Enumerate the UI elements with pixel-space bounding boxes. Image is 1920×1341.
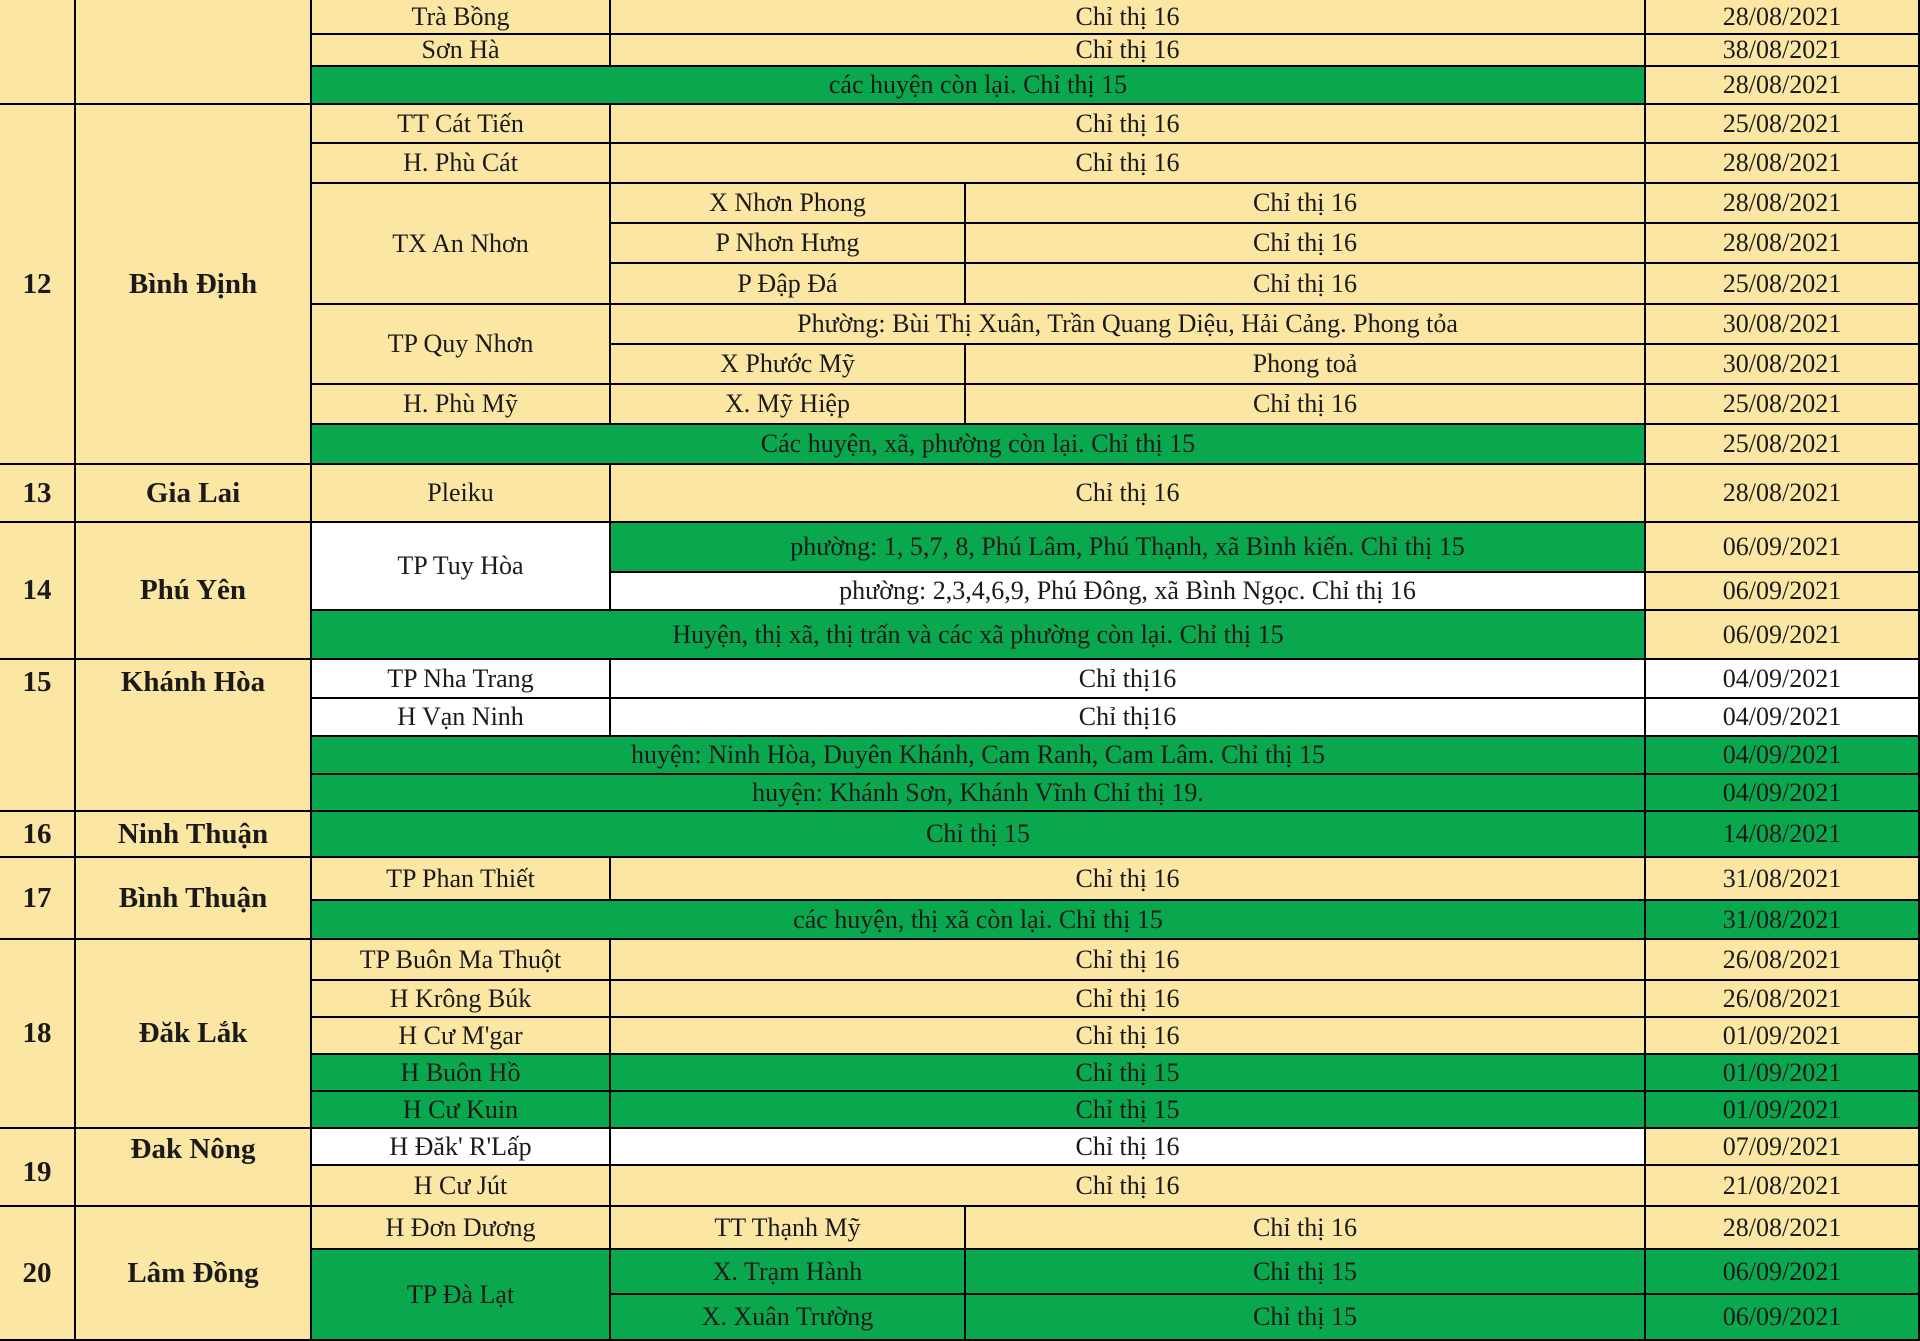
date-cell: 28/08/2021 [1646, 67, 1920, 105]
province-cell: Bình Thuận [76, 858, 312, 940]
date-cell: 01/09/2021 [1646, 1018, 1920, 1055]
measure-cell: Chỉ thị 16 [611, 144, 1646, 184]
measure-cell: Chỉ thị 16 [966, 264, 1646, 305]
measure-cell: Phong toả [966, 345, 1646, 385]
date-cell: 04/09/2021 [1646, 737, 1920, 775]
district-cell: TP Đà Lạt [312, 1250, 611, 1341]
date-cell: 26/08/2021 [1646, 981, 1920, 1018]
ward-cell: X. Trạm Hành [611, 1250, 966, 1295]
district-cell: H. Phù Cát [312, 144, 611, 184]
row-number-cell [0, 0, 76, 105]
date-cell: 38/08/2021 [1646, 35, 1920, 67]
province-cell: Đak Nông [76, 1129, 312, 1207]
province-cell: Bình Định [76, 105, 312, 465]
measure-cell: Chỉ thị 16 [611, 105, 1646, 144]
district-cell: TP Nha Trang [312, 660, 611, 699]
date-cell: 28/08/2021 [1646, 0, 1920, 35]
measure-cell: Chỉ thị 15 [966, 1250, 1646, 1295]
date-cell: 04/09/2021 [1646, 699, 1920, 737]
province-cell: Khánh Hòa [76, 660, 312, 812]
measure-cell: Chỉ thị 16 [611, 35, 1646, 67]
district-cell: Trà Bồng [312, 0, 611, 35]
date-cell: 28/08/2021 [1646, 465, 1920, 523]
province-cell: Ninh Thuận [76, 812, 312, 858]
date-cell: 04/09/2021 [1646, 775, 1920, 812]
date-cell: 04/09/2021 [1646, 660, 1920, 699]
measure-cell: Chỉ thị 15 [966, 1295, 1646, 1341]
date-cell: 25/08/2021 [1646, 385, 1920, 425]
district-cell: H Cư Kuin [312, 1092, 611, 1129]
province-cell: Gia Lai [76, 465, 312, 523]
measure-cell: Phường: Bùi Thị Xuân, Trần Quang Diệu, Hải Cảng. Phong tỏa [611, 305, 1646, 345]
date-cell: 06/09/2021 [1646, 611, 1920, 660]
province-cell [76, 0, 312, 105]
measure-cell: Chỉ thị 16 [966, 385, 1646, 425]
measure-cell: Chỉ thị 16 [611, 858, 1646, 901]
date-cell: 14/08/2021 [1646, 812, 1920, 858]
ward-cell: TT Thạnh Mỹ [611, 1207, 966, 1250]
measure-cell: Chỉ thị 16 [966, 224, 1646, 264]
date-cell: 01/09/2021 [1646, 1055, 1920, 1092]
province-cell: Đăk Lắk [76, 940, 312, 1129]
remaining-areas-cell: huyện: Ninh Hòa, Duyên Khánh, Cam Ranh, Cam Lâm. Chỉ thị 15 [312, 737, 1646, 775]
district-cell: Pleiku [312, 465, 611, 523]
district-cell: H Vạn Ninh [312, 699, 611, 737]
measure-cell: Chỉ thị 16 [611, 465, 1646, 523]
district-cell: H Cư M'gar [312, 1018, 611, 1055]
measure-cell: Chỉ thị 16 [611, 0, 1646, 35]
remaining-areas-cell: Huyện, thị xã, thị trấn và các xã phường còn lại. Chỉ thị 15 [312, 611, 1646, 660]
province-cell: Phú Yên [76, 523, 312, 660]
measure-cell: Chỉ thị 16 [611, 981, 1646, 1018]
remaining-areas-cell: các huyện còn lại. Chỉ thị 15 [312, 67, 1646, 105]
row-number-cell: 12 [0, 105, 76, 465]
date-cell: 30/08/2021 [1646, 345, 1920, 385]
date-cell: 01/09/2021 [1646, 1092, 1920, 1129]
district-cell: TP Phan Thiết [312, 858, 611, 901]
row-number-cell: 13 [0, 465, 76, 523]
date-cell: 25/08/2021 [1646, 264, 1920, 305]
date-cell: 06/09/2021 [1646, 523, 1920, 573]
ward-cell: X. Mỹ Hiệp [611, 385, 966, 425]
row-number-cell: 14 [0, 523, 76, 660]
province-cell: Lâm Đồng [76, 1207, 312, 1341]
row-number-cell: 19 [0, 1129, 76, 1207]
measure-cell: Chỉ thị 16 [611, 1018, 1646, 1055]
date-cell: 21/08/2021 [1646, 1166, 1920, 1207]
measure-cell: Chỉ thị16 [611, 699, 1646, 737]
measure-cell: phường: 1, 5,7, 8, Phú Lâm, Phú Thạnh, xã Bình kiến. Chỉ thị 15 [611, 523, 1646, 573]
district-cell: H. Phù Mỹ [312, 385, 611, 425]
remaining-areas-cell: huyện: Khánh Sơn, Khánh Vĩnh Chỉ thị 19. [312, 775, 1646, 812]
date-cell: 31/08/2021 [1646, 901, 1920, 940]
date-cell: 06/09/2021 [1646, 1295, 1920, 1341]
district-cell: TT Cát Tiến [312, 105, 611, 144]
date-cell: 06/09/2021 [1646, 573, 1920, 611]
measure-cell: Chỉ thị 15 [611, 1092, 1646, 1129]
row-number-cell: 15 [0, 660, 76, 812]
ward-cell: X Nhơn Phong [611, 184, 966, 224]
remaining-areas-cell: các huyện, thị xã còn lại. Chỉ thị 15 [312, 901, 1646, 940]
date-cell: 28/08/2021 [1646, 1207, 1920, 1250]
ward-cell: P Đập Đá [611, 264, 966, 305]
district-cell: TP Tuy Hòa [312, 523, 611, 611]
district-cell: H Buôn Hồ [312, 1055, 611, 1092]
row-number-cell: 20 [0, 1207, 76, 1341]
district-cell: H Cư Jút [312, 1166, 611, 1207]
measure-cell: Chỉ thị 16 [966, 1207, 1646, 1250]
district-cell: H Krông Búk [312, 981, 611, 1018]
date-cell: 31/08/2021 [1646, 858, 1920, 901]
row-number-cell: 17 [0, 858, 76, 940]
date-cell: 26/08/2021 [1646, 940, 1920, 981]
date-cell: 28/08/2021 [1646, 144, 1920, 184]
row-number-cell: 18 [0, 940, 76, 1129]
measure-cell: Chỉ thị 16 [611, 1166, 1646, 1207]
ward-cell: X Phước Mỹ [611, 345, 966, 385]
district-cell: H Đăk' R'Lấp [312, 1129, 611, 1166]
district-cell: H Đơn Dương [312, 1207, 611, 1250]
ward-cell: P Nhơn Hưng [611, 224, 966, 264]
measure-cell: Chỉ thị 16 [611, 940, 1646, 981]
district-cell: TX An Nhơn [312, 184, 611, 305]
row-number-cell: 16 [0, 812, 76, 858]
date-cell: 28/08/2021 [1646, 184, 1920, 224]
ward-cell: X. Xuân Trường [611, 1295, 966, 1341]
date-cell: 25/08/2021 [1646, 105, 1920, 144]
measure-cell: Chỉ thị 15 [312, 812, 1646, 858]
date-cell: 06/09/2021 [1646, 1250, 1920, 1295]
date-cell: 07/09/2021 [1646, 1129, 1920, 1166]
measure-cell: Chỉ thị 15 [611, 1055, 1646, 1092]
measure-cell: Chỉ thị16 [611, 660, 1646, 699]
measure-cell: phường: 2,3,4,6,9, Phú Đông, xã Bình Ngọc. Chỉ thị 16 [611, 573, 1646, 611]
remaining-areas-cell: Các huyện, xã, phường còn lại. Chỉ thị 15 [312, 425, 1646, 465]
date-cell: 28/08/2021 [1646, 224, 1920, 264]
measure-cell: Chỉ thị 16 [611, 1129, 1646, 1166]
measure-cell: Chỉ thị 16 [966, 184, 1646, 224]
date-cell: 25/08/2021 [1646, 425, 1920, 465]
district-cell: Sơn Hà [312, 35, 611, 67]
date-cell: 30/08/2021 [1646, 305, 1920, 345]
district-cell: TP Quy Nhơn [312, 305, 611, 385]
district-cell: TP Buôn Ma Thuột [312, 940, 611, 981]
